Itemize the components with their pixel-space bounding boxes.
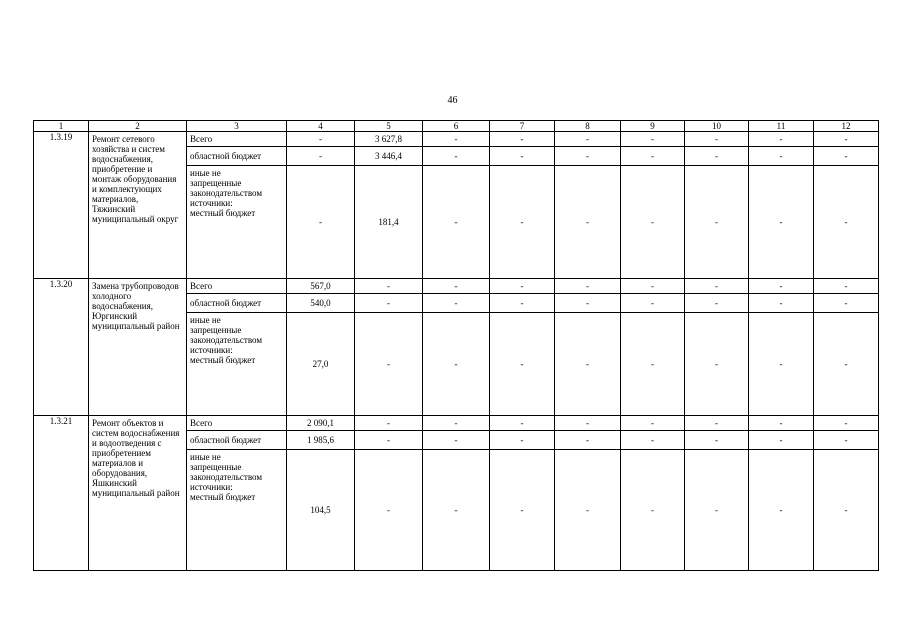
value-cell: - xyxy=(814,166,879,279)
value-cell: - xyxy=(749,166,814,279)
col-header: 3 xyxy=(187,121,287,132)
value-cell: 104,5 xyxy=(287,450,355,571)
value-cell: - xyxy=(287,147,355,166)
value-cell: - xyxy=(621,450,685,571)
col-header: 10 xyxy=(685,121,749,132)
value-cell: - xyxy=(814,294,879,313)
value-cell: - xyxy=(423,147,490,166)
source-line: законодательством xyxy=(190,188,263,198)
value-cell: - xyxy=(287,166,355,279)
value-cell: - xyxy=(423,450,490,571)
value-cell: - xyxy=(749,431,814,450)
value-cell: - xyxy=(749,416,814,431)
value-cell: - xyxy=(423,279,490,294)
row-code: 1.3.19 xyxy=(34,132,89,279)
value-cell: - xyxy=(423,416,490,431)
value-cell: - xyxy=(423,294,490,313)
value-cell: - xyxy=(423,431,490,450)
col-header: 12 xyxy=(814,121,879,132)
value-cell: - xyxy=(749,313,814,416)
value-cell: - xyxy=(685,279,749,294)
value-cell: - xyxy=(814,147,879,166)
row-name: Замена трубопроводов холодного водоснабжения, Юргинский муниципальный район xyxy=(89,279,187,416)
col-header: 8 xyxy=(555,121,621,132)
value-cell: - xyxy=(423,132,490,147)
source-cell: Всего xyxy=(187,416,287,431)
value-cell: 567,0 xyxy=(287,279,355,294)
value-cell: - xyxy=(749,450,814,571)
value-cell: - xyxy=(621,313,685,416)
value-cell: - xyxy=(749,132,814,147)
value-cell: 181,4 xyxy=(355,166,423,279)
value-cell: - xyxy=(621,147,685,166)
source-cell: Всего xyxy=(187,132,287,147)
source-cell: областной бюджет xyxy=(187,431,287,450)
source-cell: областной бюджет xyxy=(187,294,287,313)
source-line: иные не xyxy=(190,168,221,178)
value-cell: - xyxy=(685,416,749,431)
value-cell: - xyxy=(355,450,423,571)
table-row xyxy=(34,279,879,294)
value-cell: - xyxy=(490,147,555,166)
value-cell: - xyxy=(749,147,814,166)
value-cell: - xyxy=(685,147,749,166)
source-cell xyxy=(187,313,287,416)
value-cell: - xyxy=(555,132,621,147)
value-cell: - xyxy=(490,132,555,147)
value-cell: - xyxy=(685,450,749,571)
source-cell xyxy=(187,450,287,571)
value-cell: - xyxy=(749,279,814,294)
value-cell: - xyxy=(490,279,555,294)
value-cell: - xyxy=(621,294,685,313)
table-row xyxy=(34,132,879,147)
source-line: законодательством xyxy=(190,335,263,345)
value-cell: - xyxy=(685,294,749,313)
value-cell: - xyxy=(555,147,621,166)
row-code: 1.3.21 xyxy=(34,416,89,571)
value-cell: - xyxy=(490,313,555,416)
value-cell: - xyxy=(555,294,621,313)
source-line: законодательством xyxy=(190,472,263,482)
value-cell: 3 446,4 xyxy=(355,147,423,166)
value-cell: - xyxy=(355,416,423,431)
value-cell: - xyxy=(621,416,685,431)
value-cell: - xyxy=(490,294,555,313)
source-line: запрещенные xyxy=(190,325,242,335)
value-cell: - xyxy=(555,313,621,416)
source-line: запрещенные xyxy=(190,178,242,188)
value-cell: - xyxy=(555,431,621,450)
source-cell: областной бюджет xyxy=(187,147,287,166)
value-cell: - xyxy=(749,294,814,313)
value-cell: - xyxy=(355,294,423,313)
col-header: 4 xyxy=(287,121,355,132)
value-cell: - xyxy=(555,166,621,279)
source-line: иные не xyxy=(190,452,221,462)
source-line: местный бюджет xyxy=(190,208,256,218)
source-line: источники: xyxy=(190,482,233,492)
value-cell: - xyxy=(287,132,355,147)
source-cell xyxy=(187,166,287,279)
row-name: Ремонт сетевого хозяйства и систем водоснабжения, приобретение и монтаж оборудования и комплектующих материалов, Тяжинский муниципальный округ xyxy=(89,132,187,279)
value-cell: - xyxy=(685,166,749,279)
source-line: источники: xyxy=(190,345,233,355)
table-row xyxy=(34,416,879,431)
value-cell: - xyxy=(423,166,490,279)
value-cell: - xyxy=(355,431,423,450)
col-header: 6 xyxy=(423,121,490,132)
value-cell: 2 090,1 xyxy=(287,416,355,431)
value-cell: - xyxy=(490,450,555,571)
value-cell: - xyxy=(814,431,879,450)
value-cell: - xyxy=(490,416,555,431)
value-cell: - xyxy=(685,431,749,450)
source-line: источники: xyxy=(190,198,233,208)
value-cell: - xyxy=(555,279,621,294)
value-cell: - xyxy=(814,416,879,431)
source-line: местный бюджет xyxy=(190,492,256,502)
value-cell: - xyxy=(814,279,879,294)
value-cell: - xyxy=(685,132,749,147)
value-cell: 27,0 xyxy=(287,313,355,416)
value-cell: - xyxy=(814,313,879,416)
value-cell: - xyxy=(355,313,423,416)
row-code: 1.3.20 xyxy=(34,279,89,416)
row-name: Ремонт объектов и систем водоснабжения и водоотведения с приобретением материалов и оборудования, Яшкинский муниципальный район xyxy=(89,416,187,571)
value-cell: - xyxy=(685,313,749,416)
value-cell: 540,0 xyxy=(287,294,355,313)
budget-table xyxy=(33,120,879,571)
col-header: 11 xyxy=(749,121,814,132)
header-row xyxy=(34,121,879,132)
col-header: 5 xyxy=(355,121,423,132)
value-cell: 1 985,6 xyxy=(287,431,355,450)
col-header: 7 xyxy=(490,121,555,132)
col-header: 1 xyxy=(34,121,89,132)
value-cell: - xyxy=(355,279,423,294)
value-cell: 3 627,8 xyxy=(355,132,423,147)
value-cell: - xyxy=(490,166,555,279)
value-cell: - xyxy=(555,416,621,431)
source-line: местный бюджет xyxy=(190,355,256,365)
value-cell: - xyxy=(621,431,685,450)
value-cell: - xyxy=(423,313,490,416)
col-header: 9 xyxy=(621,121,685,132)
value-cell: - xyxy=(814,132,879,147)
page-number: 46 xyxy=(447,95,458,106)
col-header: 2 xyxy=(89,121,187,132)
value-cell: - xyxy=(621,279,685,294)
value-cell: - xyxy=(621,166,685,279)
source-cell: Всего xyxy=(187,279,287,294)
source-line: запрещенные xyxy=(190,462,242,472)
value-cell: - xyxy=(814,450,879,571)
value-cell: - xyxy=(490,431,555,450)
value-cell: - xyxy=(621,132,685,147)
source-line: иные не xyxy=(190,315,221,325)
value-cell: - xyxy=(555,450,621,571)
